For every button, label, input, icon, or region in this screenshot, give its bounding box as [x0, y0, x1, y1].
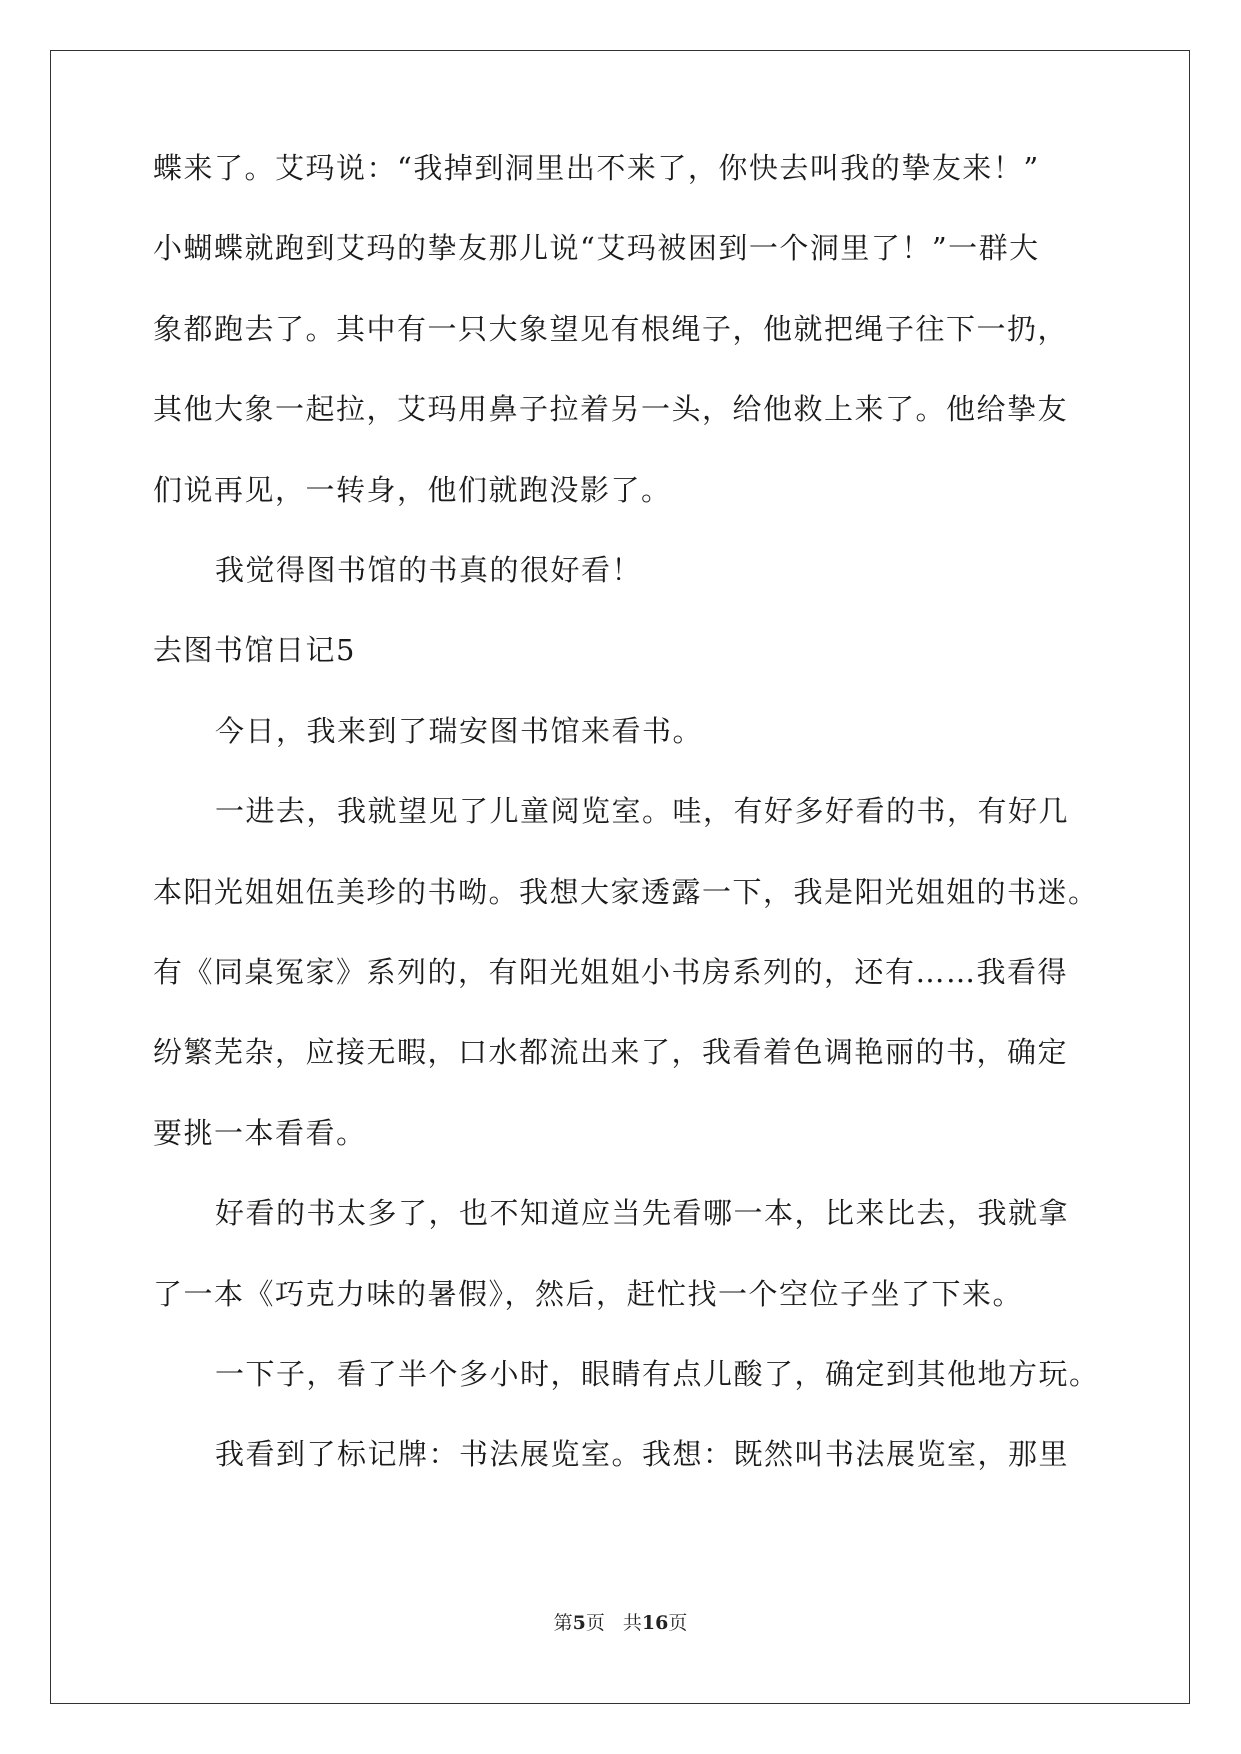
- footer-page-prefix: 第: [553, 1612, 573, 1634]
- paragraph-line: 一下子，看了半个多小时，眼睛有点儿酸了，确定到其他地方玩。: [215, 1357, 1100, 1391]
- footer-total-suffix: 页: [668, 1612, 688, 1634]
- paragraph-line: 好看的书太多了，也不知道应当先看哪一本，比来比去，我就拿: [215, 1196, 1070, 1230]
- text-line: 要挑一本看看。: [153, 1116, 367, 1150]
- text-line: 象都跑去了。其中有一只大象望见有根绳子，他就把绳子往下一扔，: [153, 312, 1069, 346]
- text-line: 们说再见，一转身，他们就跑没影了。: [153, 473, 672, 507]
- footer-total-pages: 16: [641, 1612, 669, 1634]
- section-heading: 去图书馆日记5: [153, 633, 356, 667]
- paragraph-line: 今日，我来到了瑞安图书馆来看书。: [215, 714, 704, 748]
- text-line: 有《同桌冤家》系列的，有阳光姐姐小书房系列的，还有……我看得: [153, 955, 1069, 989]
- text-line: 小蝴蝶就跑到艾玛的挚友那儿说“艾玛被困到一个洞里了！”一群大: [153, 231, 1040, 265]
- paragraph-line: 我觉得图书馆的书真的很好看！: [215, 553, 643, 587]
- paragraph-line: 我看到了标记牌：书法展览室。我想：既然叫书法展览室，那里: [215, 1437, 1070, 1471]
- text-line: 纷繁芜杂，应接无暇，口水都流出来了，我看着色调艳丽的书，确定: [153, 1035, 1069, 1069]
- text-line: 其他大象一起拉，艾玛用鼻子拉着另一头，给他救上来了。他给挚友: [153, 392, 1069, 426]
- footer-total-prefix: 共: [622, 1612, 642, 1634]
- footer-page-suffix: 页: [585, 1612, 605, 1634]
- paragraph-line: 一进去，我就望见了儿童阅览室。哇，有好多好看的书，有好几: [215, 794, 1070, 828]
- page-footer: [0, 1611, 1241, 1635]
- text-line: 本阳光姐姐伍美珍的书呦。我想大家透露一下，我是阳光姐姐的书迷。: [153, 875, 1099, 909]
- footer-page-number: 5: [572, 1612, 586, 1634]
- text-line: 蝶来了。艾玛说：“我掉到洞里出不来了，你快去叫我的挚友来！”: [153, 151, 1040, 185]
- text-line: 了一本《巧克力味的暑假》，然后，赶忙找一个空位子坐了下来。: [153, 1277, 1024, 1311]
